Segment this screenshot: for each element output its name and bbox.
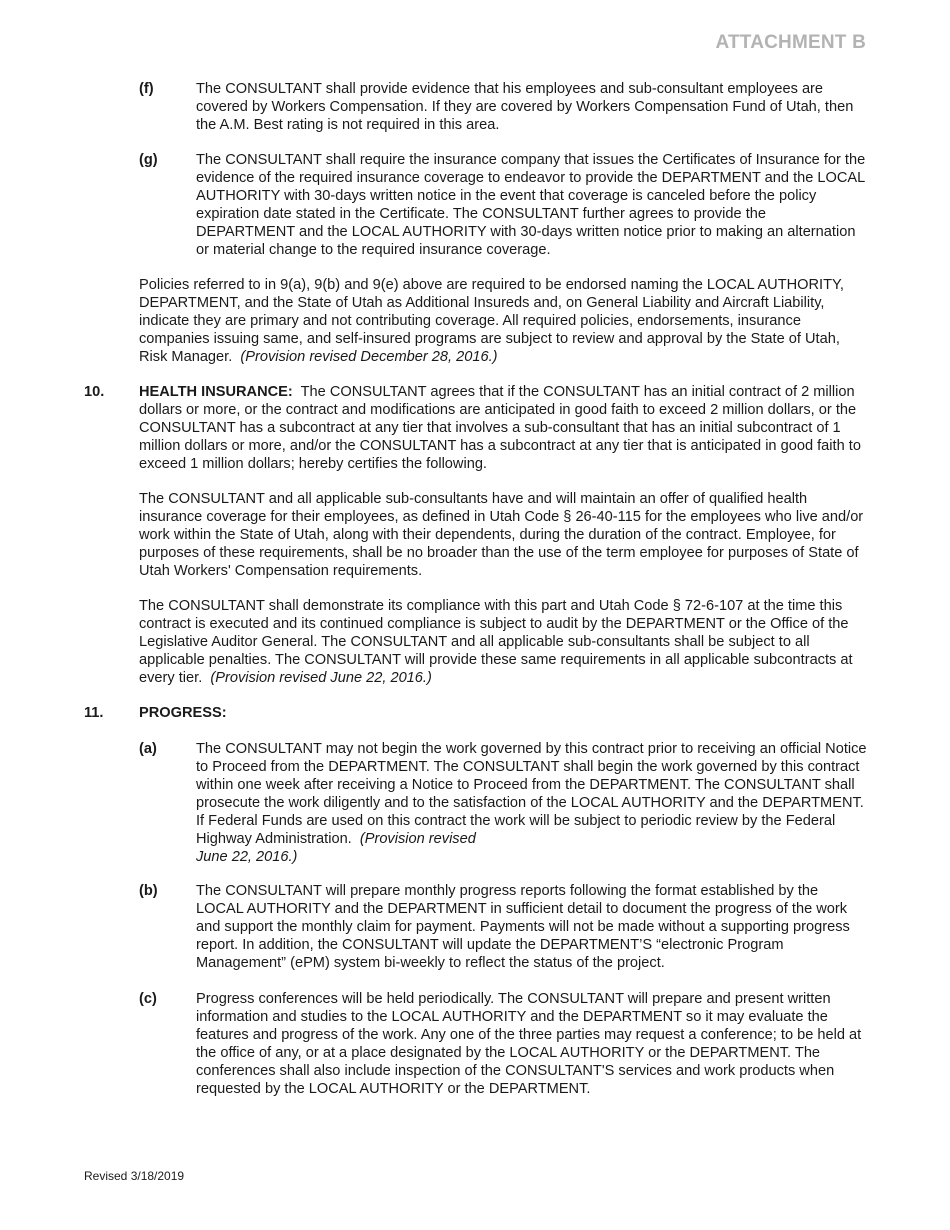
item-11b-label: (b): [139, 883, 158, 899]
section-10-text: The CONSULTANT agrees that if the CONSULTANT has an initial contract of 2 million dollars or more, or the contract and modifications are anticipated in good faith to exceed 2 million dollars, or the CONSULTANT has a subcontract at any tier that involves a sub-consultant that has an initial subcontract of 1 million dollars or more, and/or the CONSULTANT has a subcontract at any tier that is anticipated in good faith to exceed 1 million dollars; hereby certifies the following.: [139, 384, 861, 472]
item-11a-body: [196, 740, 868, 866]
item-11a-note-line2: June 22, 2016.): [196, 849, 298, 865]
section-10-para2: The CONSULTANT and all applicable sub-consultants have and will maintain an offer of qualified health insurance coverage for their employees, as defined in Utah Code § 26-40-115 for the employees who live and/or work within the State of Utah, along with their dependents, during the duration of the contract. Employee, for purposes of these requirements, shall be no broader than the use of the term employee for purposes of State of Utah Workers' Compensation requirements.: [139, 491, 864, 579]
policies-paragraph: [139, 276, 868, 366]
item-11b-text: The CONSULTANT will prepare monthly progress reports following the format established by the LOCAL AUTHORITY and the DEPARTMENT in sufficient detail to document the progress of the work and support the monthly claim for payment. Payments will not be made without a supporting progress report. In addition, the CONSULTANT will update the DEPARTMENT’S “electronic Program Management” (ePM) system bi-weekly to reflect the status of the project.: [196, 883, 850, 971]
item-g-label: (g): [139, 152, 158, 168]
section-10-para3: [139, 597, 868, 687]
section-10-number: 10.: [84, 384, 105, 400]
section-11-number: 11.: [84, 705, 104, 721]
item-g-text: The CONSULTANT shall require the insurance company that issues the Certificates of Insurance for the evidence of the required insurance coverage to endeavor to provide the DEPARTMENT and the LOCAL AUTHORITY with 30-days written notice in the event that coverage is canceled before the policy expiration date stated in the Certificate. The CONSULTANT further agrees to provide the DEPARTMENT and the LOCAL AUTHORITY with 30-days written notice prior to making an alternation or material change to the required insurance coverage.: [196, 152, 866, 258]
item-11a-text: The CONSULTANT may not begin the work governed by this contract prior to receiving an official Notice to Proceed from the DEPARTMENT. The CONSULTANT shall begin the work governed by this contract within one week after receiving a Notice to Proceed from the DEPARTMENT. The CONSULTANT shall prosecute the work diligently and to the satisfaction of the LOCAL AUTHORITY and the DEPARTMENT. If Federal Funds are used on this contract the work will be subject to periodic review by the Federal Highway Administration.: [196, 741, 867, 847]
section-10-para3-note: (Provision revised June 22, 2016.): [210, 670, 432, 686]
attachment-header: ATTACHMENT B: [715, 32, 866, 53]
revision-footer: Revised 3/18/2019: [84, 1169, 185, 1183]
policies-note: (Provision revised December 28, 2016.): [240, 349, 498, 365]
item-11c-label: (c): [139, 991, 157, 1007]
item-11a-label: (a): [139, 741, 157, 757]
item-f-label: (f): [139, 81, 154, 97]
item-11a-note-line1: (Provision revised: [359, 831, 476, 847]
item-11c-text: Progress conferences will be held periodically. The CONSULTANT will prepare and present written information and studies to the LOCAL AUTHORITY and the DEPARTMENT so it may evaluate the features and progress of the work. Any one of the three parties may request a conference; to be held at the office of any, or at a place designated by the LOCAL AUTHORITY or the DEPARTMENT. The conferences shall also include inspection of the CONSULTANT'S services and work products when requested by the LOCAL AUTHORITY or the DEPARTMENT.: [196, 991, 862, 1097]
item-f-text: The CONSULTANT shall provide evidence that his employees and sub-consultant employees are covered by Workers Compensation. If they are covered by Workers Compensation Fund of Utah, then the A.M. Best rating is not required in this area.: [196, 81, 854, 133]
section-10-body: [139, 383, 868, 473]
section-10-para3-text: The CONSULTANT shall demonstrate its compliance with this part and Utah Code § 72-6-107 at the time this contract is executed and its continued compliance is subject to audit by the DEPARTMENT or the Office of the Legislative Auditor General. The CONSULTANT and all applicable sub-consultants shall be subject to all applicable penalties. The CONSULTANT will provide these same requirements in all applicable subcontracts at every tier.: [139, 598, 853, 686]
policies-text: Policies referred to in 9(a), 9(b) and 9(e) above are required to be endorsed naming the LOCAL AUTHORITY, DEPARTMENT, and the State of Utah as Additional Insureds and, on General Liability and Aircraft Liability, indicate they are primary and not contributing coverage. All required policies, endorsements, insurance companies issuing same, and self-insured programs are subject to review and approval by the State of Utah, Risk Manager.: [139, 277, 844, 365]
section-11-heading: PROGRESS:: [139, 705, 227, 721]
section-10-heading: HEALTH INSURANCE:: [139, 384, 293, 400]
